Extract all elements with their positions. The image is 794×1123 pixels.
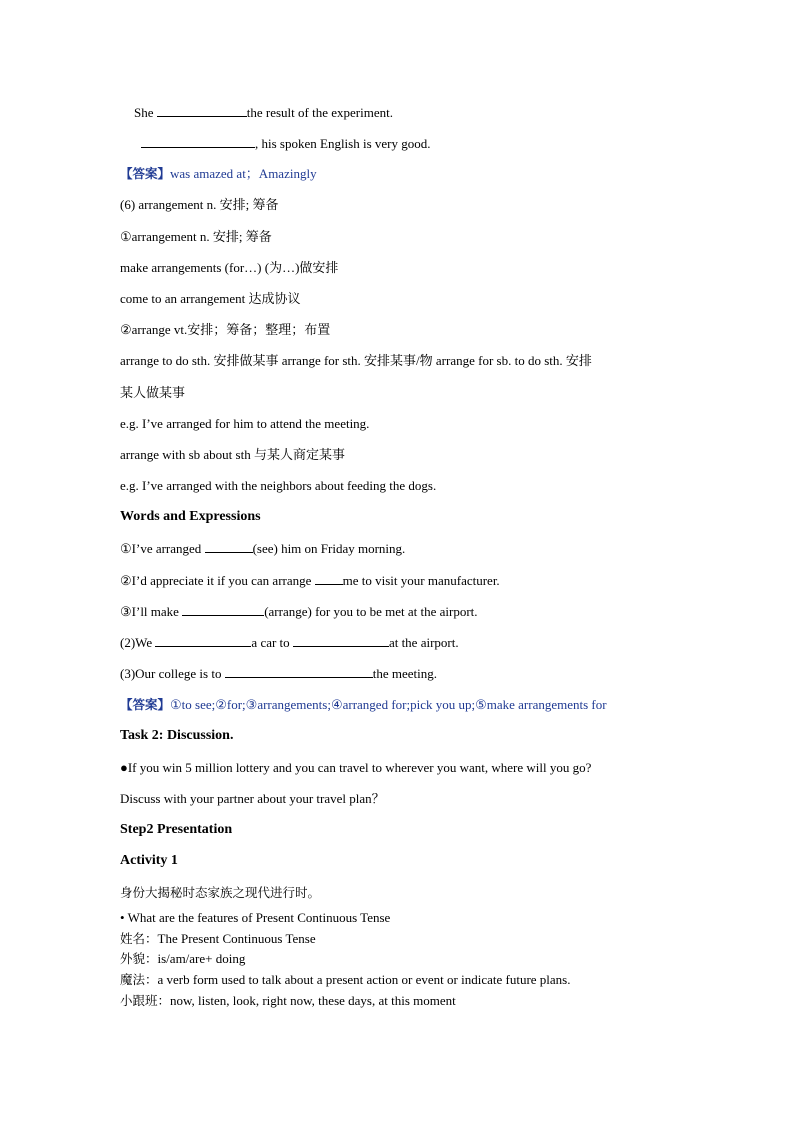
blank[interactable]: [141, 135, 255, 148]
blank[interactable]: [155, 634, 251, 647]
text: the meeting.: [372, 666, 437, 681]
feature-label: 小跟班：: [120, 993, 171, 1008]
feature-label: 姓名：: [120, 931, 158, 946]
answer-label: 【答案】: [120, 166, 171, 181]
text: ②I’d appreciate it if you can arrange: [120, 573, 315, 588]
question-1: [120, 540, 405, 557]
answer-2: [120, 697, 607, 713]
sentence-spoken-english: [141, 135, 431, 152]
discussion-question: ●If you win 5 million lottery and you can travel to wherever you want, where will you go?: [120, 760, 592, 775]
blank[interactable]: [205, 540, 253, 553]
text: (arrange) for you to be met at the airport.: [264, 604, 478, 619]
blank[interactable]: [157, 104, 247, 117]
feature-name: [120, 931, 316, 947]
answer-1: [120, 166, 317, 182]
feature-label: 魔法：: [120, 972, 158, 987]
blank[interactable]: [225, 665, 373, 678]
answer-text: was amazed at；Amazingly: [170, 166, 317, 181]
heading-task-2: Task 2: Discussion.: [120, 728, 234, 743]
feature-value: The Present Continuous Tense: [157, 931, 316, 946]
phrase-come-to-arrangement: come to an arrangement 达成协议: [120, 291, 301, 306]
heading-activity-1: Activity 1: [120, 853, 178, 868]
feature-magic: [120, 972, 570, 988]
blank[interactable]: [182, 603, 264, 616]
text: , his spoken English is very good.: [255, 136, 431, 151]
text: (2)We: [120, 635, 156, 650]
example-1: e.g. I’ve arranged for him to attend the meeting.: [120, 416, 370, 431]
discussion-instruction: Discuss with your partner about your travel plan？: [120, 791, 385, 806]
question-2: [120, 572, 500, 589]
vocab-arrangement: (6) arrangement n. 安排; 筹备: [120, 197, 279, 212]
blank[interactable]: [293, 634, 389, 647]
sentence-she: [134, 104, 393, 121]
feature-value: a verb form used to talk about a present action or event or indicate future plans.: [157, 972, 571, 987]
feature-look: [120, 951, 245, 967]
heading-words-expressions: Words and Expressions: [120, 509, 261, 524]
text: the result of the experiment.: [246, 105, 393, 120]
text: a car to: [251, 635, 293, 650]
text: (3)Our college is to: [120, 666, 225, 681]
answer-text: ①to see;②for;③arrangements;④arranged for;pick you up;⑤make arrangements for: [170, 697, 607, 712]
vocab-arrange-verb: ②arrange vt.安排；筹备；整理；布置: [120, 322, 331, 337]
phrase-arrange-to-do: arrange to do sth. 安排做某事 arrange for sth. 安排某事/物 arrange for sb. to do sth. 安排: [120, 353, 592, 368]
blank[interactable]: [315, 572, 343, 585]
feature-value: now, listen, look, right now, these days, at this moment: [170, 993, 456, 1008]
features-question: • What are the features of Present Continuous Tense: [120, 910, 391, 925]
text: at the airport.: [388, 635, 459, 650]
question-5: [120, 665, 437, 682]
feature-value: is/am/are+ doing: [157, 951, 246, 966]
text: (see) him on Friday morning.: [252, 541, 406, 556]
answer-label: 【答案】: [120, 697, 171, 712]
text: ③I’ll make: [120, 604, 183, 619]
text: me to visit your manufacturer.: [342, 573, 500, 588]
phrase-make-arrangements: make arrangements (for…) (为…)做安排: [120, 260, 339, 275]
feature-followers: [120, 993, 456, 1009]
heading-step-2: Step2 Presentation: [120, 822, 233, 837]
vocab-arrangement-noun: ①arrangement n. 安排; 筹备: [120, 229, 272, 244]
example-2: e.g. I’ve arranged with the neighbors about feeding the dogs.: [120, 478, 437, 493]
activity-intro: 身份大揭秘时态家族之现代进行时。: [120, 885, 321, 900]
question-3: [120, 603, 478, 620]
phrase-arrange-continued: 某人做某事: [120, 385, 186, 400]
feature-label: 外貌：: [120, 951, 158, 966]
phrase-arrange-with: arrange with sb about sth 与某人商定某事: [120, 447, 345, 462]
text: She: [134, 105, 157, 120]
text: ①I’ve arranged: [120, 541, 205, 556]
question-4: [120, 634, 459, 651]
